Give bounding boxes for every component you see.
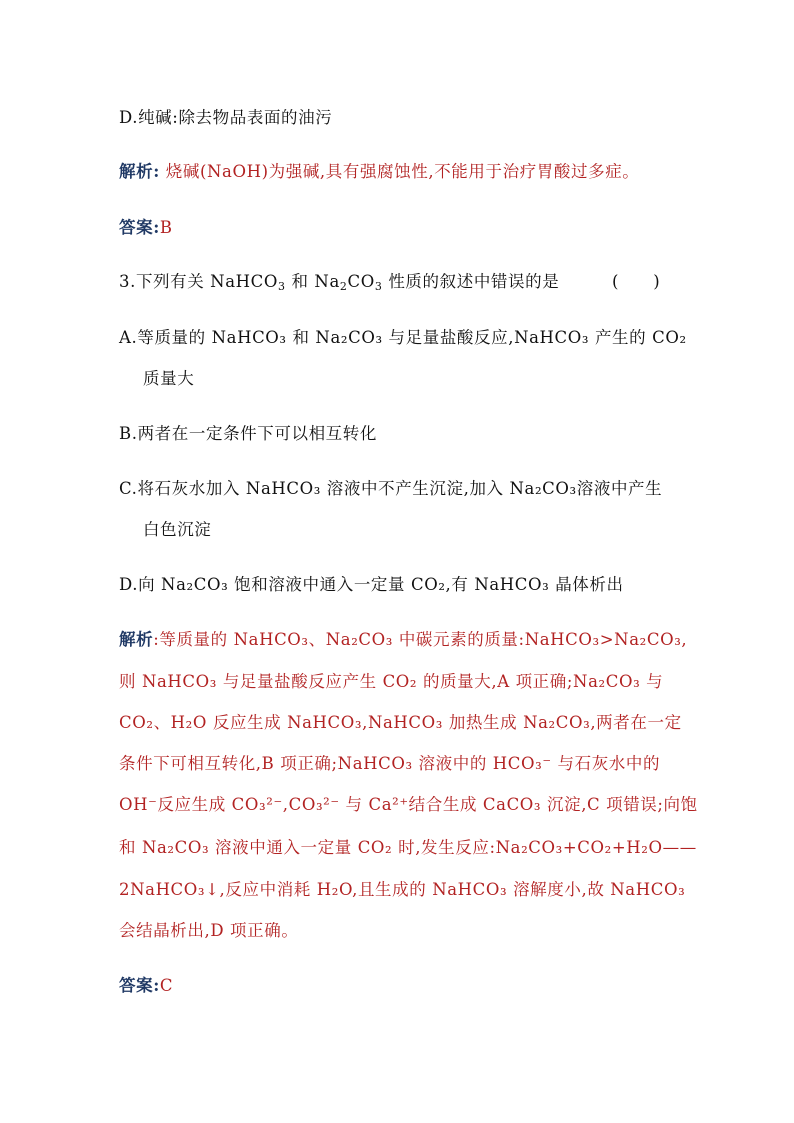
solution-2-line-5: OH⁻反应生成 CO₃²⁻,CO₃²⁻ 与 Ca²⁺结合生成 CaCO₃ 沉淀,C 项错误;向饱 bbox=[119, 795, 698, 814]
question-3-stem: 3.下列有关 NaHCO$_3$ 和 $Na_2CO_3$ 性质的叙述中错误的是 bbox=[119, 272, 560, 293]
option-b: B.两者在一定条件下可以相互转化 bbox=[119, 424, 377, 443]
answer-label: 答案 bbox=[119, 218, 154, 237]
solution-2-line-7: 2NaHCO₃↓,反应中消耗 H₂O,且生成的 NaHCO₃ 溶解度小,故 NaHCO₃ bbox=[119, 880, 686, 899]
solution-label: 解析 bbox=[119, 162, 154, 181]
solution-2-line-2: 则 NaHCO₃ 与足量盐酸反应产生 CO₂ 的质量大,A 项正确;Na₂CO₃ 与 bbox=[119, 672, 664, 691]
solution-2-line-6: 和 Na₂CO₃ 溶液中通入一定量 CO₂ 时,发生反应:Na₂CO₃+CO₂+H₂O—— bbox=[119, 838, 697, 857]
solution-1: 解析: 烧碱(NaOH)为强碱,具有强腐蚀性,不能用于治疗胃酸过多症。 bbox=[119, 162, 640, 181]
answer-parentheses: ( ) bbox=[612, 272, 661, 291]
answer-value: C bbox=[159, 976, 174, 995]
option-d: D.向 Na₂CO₃ 饱和溶液中通入一定量 CO₂,有 NaHCO₃ 晶体析出 bbox=[119, 575, 624, 594]
answer-1: 答案:B bbox=[119, 218, 173, 237]
answer-label: 答案 bbox=[119, 976, 154, 995]
answer-2: 答案:C bbox=[119, 976, 174, 995]
option-a-line-2: 质量大 bbox=[143, 369, 195, 388]
solution-2-line-4: 条件下可相互转化,B 项正确;NaHCO₃ 溶液中的 HCO₃⁻ 与石灰水中的 bbox=[119, 754, 661, 773]
solution-label: 解析 bbox=[119, 630, 154, 649]
solution-2-line-8: 会结晶析出,D 项正确。 bbox=[119, 921, 299, 940]
option-d-previous: D.纯碱:除去物品表面的油污 bbox=[119, 108, 333, 127]
option-a-line-1: A.等质量的 NaHCO₃ 和 Na₂CO₃ 与足量盐酸反应,NaHCO₃ 产生的 CO₂ bbox=[119, 328, 687, 347]
answer-value: B bbox=[159, 218, 173, 237]
solution-text: 烧碱(NaOH)为强碱,具有强腐蚀性,不能用于治疗胃酸过多症。 bbox=[159, 162, 640, 181]
solution-2-line-3: CO₂、H₂O 反应生成 NaHCO₃,NaHCO₃ 加热生成 Na₂CO₃,两者在一定 bbox=[119, 713, 682, 732]
option-c-line-1: C.将石灰水加入 NaHCO₃ 溶液中不产生沉淀,加入 Na₂CO₃溶液中产生 bbox=[119, 479, 663, 498]
solution-2-line-1: 解析:等质量的 NaHCO₃、Na₂CO₃ 中碳元素的质量:NaHCO₃>Na₂CO₃, bbox=[119, 630, 688, 649]
option-c-line-2: 白色沉淀 bbox=[143, 520, 212, 539]
